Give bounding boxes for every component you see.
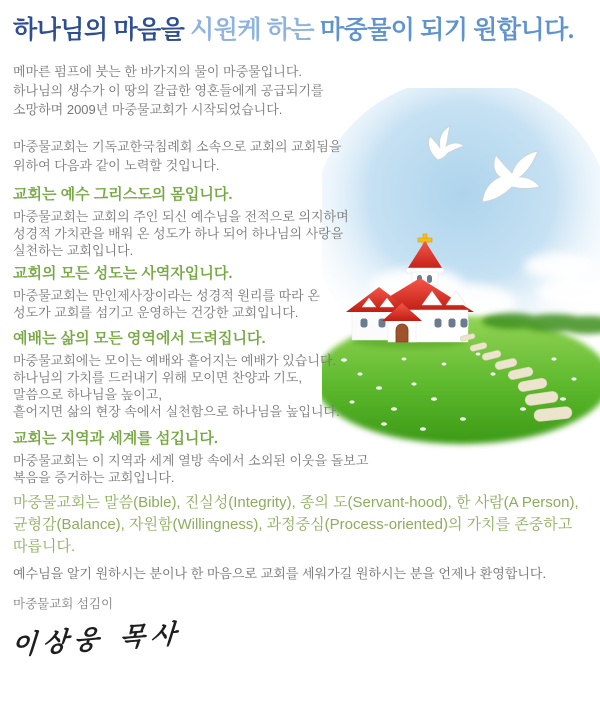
section-ministers [13,262,320,321]
text-line: 위하여 다음과 같이 노력할 것입니다. [13,158,220,173]
text-line: 마중물교회는 교회의 주인 되신 예수님을 전적으로 의지하며 [13,209,349,224]
section-heading: 교회는 지역과 세계를 섬깁니다. [13,430,219,447]
text-line: 마중물교회에는 모이는 예배와 흩어지는 예배가 있습니다. [13,353,337,368]
intro-paragraph-2 [13,137,341,175]
church-illustration [322,88,600,468]
text-line: 복음을 증거하는 교회입니다. [13,470,175,485]
text-line: 하나님의 가치를 드러내기 위해 모이면 찬양과 기도, [13,370,303,385]
section-serving [13,427,368,486]
text-line: 마중물교회는 이 지역과 세계 열방 속에서 소외된 이웃을 돌보고 [13,453,369,468]
page-title [13,10,574,46]
values-paragraph [13,492,595,558]
text-line: 마중물교회는 만인제사장이라는 성경적 원리를 따라 온 [13,288,320,303]
section-heading: 예배는 삶의 모든 영역에서 드려집니다. [13,330,266,347]
welcome-line: 예수님을 알기 원하시는 분이나 한 마음으로 교회를 세워가길 원하시는 분을 언제나 환영합니다. [13,566,547,581]
text-line: 하나님의 생수가 이 땅의 갈급한 영혼들에게 공급되기를 [13,83,324,98]
text-line: 따릅니다. [13,538,76,555]
section-heading: 교회는 예수 그리스도의 몸입니다. [13,186,233,203]
title-part-1: 하나님의 마음을 [13,17,191,44]
text-line: 흩어지면 삶의 현장 속에서 실천함으로 하나님을 높입니다. [13,404,340,419]
text-line: 메마른 펌프에 붓는 한 바가지의 물이 마중물입니다. [13,64,303,79]
text-line: 균형감(Balance), 자원함(Willingness), 과정중심(Process-oriented)의 가치를 존중하고 [13,516,573,533]
text-line: 성경적 가치관을 배워 온 성도가 하나 되어 하나님의 사랑을 [13,226,344,241]
section-heading: 교회의 모든 성도는 사역자입니다. [13,265,233,282]
door [396,324,408,342]
text-line: 실천하는 교회입니다. [13,243,134,258]
text-line: 말씀으로 하나님을 높이고, [13,387,162,402]
section-church-body [13,183,349,259]
text-line: 소망하며 2009년 마중물교회가 시작되었습니다. [13,102,283,117]
title-part-3: 마중물이 되기 원합니다. [319,17,574,44]
pastor-signature: 이상웅 목사 [10,619,183,662]
section-worship [13,327,340,420]
text-line: 마중물교회는 말씀(Bible), 진실성(Integrity), 종의 도(Servant-hood), 한 사람(A Person), [13,494,579,511]
signoff-line: 마중물교회 섬김이 [13,597,114,611]
text-line: 성도가 교회를 섬기고 운영하는 건강한 교회입니다. [13,305,299,320]
title-part-2: 시원케 하는 [190,17,320,44]
intro-paragraph-1 [13,62,324,119]
text-line: 마중물교회는 기독교한국침례회 소속으로 교회의 교회됨을 [13,139,342,154]
